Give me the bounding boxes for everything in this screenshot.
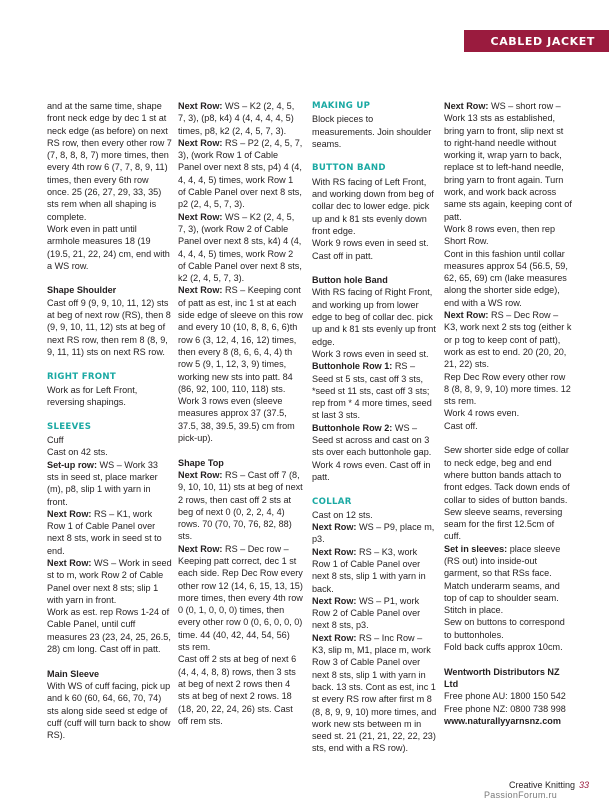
- sub-heading: Main Sleeve: [47, 668, 100, 679]
- paragraph-text: RS – Cast off 7 (8, 9, 10, 10, 11) sts at beg of next 2 rows, then cast off 2 sts at beg of next 0 (0, 2, 2, 4, 4) rows. 70 (70, 70, 76, 82, 88) sts.: [178, 469, 303, 542]
- text-block: [312, 274, 437, 483]
- paragraph-text: With RS facing of Right Front, and working up from lower edge to beg of collar dec. pick up and k 81 sts evenly up front edge.: [312, 287, 436, 347]
- instruction-paragraph: [47, 434, 172, 446]
- page-number: 33: [579, 780, 590, 790]
- instruction-paragraph: [312, 176, 437, 237]
- text-block: [47, 421, 172, 656]
- paragraph-text: Cast off 2 sts at beg of next 6 (4, 4, 4, 8, 8) rows, then 3 sts at beg of next 2 rows then 4 sts at beg of next 2 rows. 18 (18, 20, 22, 24, 26) sts. Cast off rem sts.: [178, 654, 297, 726]
- text-block: [444, 666, 572, 727]
- text-block: [312, 496, 437, 755]
- text-block: [47, 371, 172, 409]
- column-4: [444, 100, 572, 739]
- bold-label: Buttonhole Row 2:: [312, 422, 393, 433]
- paragraph-text: Block pieces to measurements. Join shoulder seams.: [312, 114, 432, 149]
- bold-label: Next Row:: [312, 546, 357, 557]
- paragraph-text: Work even in patt until armhole measures 18 (19 (19.5, 21, 22, 24) cm, end with a WS row.: [47, 223, 170, 271]
- bold-label: Next Row:: [178, 137, 223, 148]
- column-3: [312, 100, 437, 760]
- paragraph-text: RS – Dec row – Keeping patt correct, dec 1 st each side. Rep Dec Row every other row 12 (14, 6, 15, 13, 15) more times, then every 4th row 0 (0, 1, 0, 0, 0) times, then every other row 0 (0, 6, 0, 0, 0) time. 44 (40, 42, 44, 54, 56) sts rem.: [178, 543, 303, 653]
- instruction-paragraph: [47, 459, 172, 508]
- sub-heading: Shape Shoulder: [47, 285, 117, 296]
- sub-heading: Shape Top: [178, 457, 224, 468]
- bold-label: Next Row:: [47, 508, 92, 519]
- paragraph-text: Cast on 42 sts.: [47, 447, 108, 458]
- instruction-paragraph: [444, 248, 572, 309]
- text-block: [312, 100, 437, 150]
- paragraph-text: WS – K2 (2, 4, 5, 7, 3), (work Row 2 of Cable Panel over next 8 sts, k4) 4 (4, 4, 4, 4, 5) times, work Row 2 of Cable Panel over next 8 sts, k2 (2, 4, 5, 7, 3).: [178, 211, 302, 284]
- paragraph-text: RS – P2 (2, 4, 5, 7, 3), (work Row 1 of Cable Panel over next 8 sts, p4) 4 (4, 4, 4, 4, 5) times, work Row 1 of Cable Panel over next 8 sts, p2 (2, 4, 5, 7, 3).: [178, 137, 303, 210]
- paragraph-text: WS – Work in seed st to m, work Row 2 of Cable Panel over next 8 sts; slip 1 with yarn in front.: [47, 557, 172, 605]
- magazine-name: Creative Knitting: [509, 780, 576, 790]
- paragraph-text: WS – short row – Work 13 sts as established, bring yarn to front, slip next st to right-hand needle without working it, wrap yarn to back, replace st to left-hand needle, bring yarn to front again. Turn work, and work back across same sts again, keeping cont of patt.: [444, 101, 572, 222]
- instruction-paragraph: [312, 546, 437, 595]
- text-block: [47, 284, 172, 358]
- instruction-paragraph: [312, 237, 437, 262]
- instruction-paragraph: [47, 223, 172, 272]
- instruction-paragraph: [178, 284, 303, 395]
- instruction-paragraph: [444, 420, 572, 432]
- column-1: [47, 100, 172, 754]
- instruction-paragraph: [312, 286, 437, 347]
- section-heading: RIGHT FRONT: [47, 371, 117, 382]
- paragraph-text: WS – P9, place m, p3.: [312, 522, 435, 545]
- instruction-paragraph: [178, 211, 303, 285]
- text-block: [47, 100, 172, 272]
- page-footer: [509, 780, 589, 790]
- instruction-paragraph: [444, 371, 572, 408]
- paragraph-text: WS – K2 (2, 4, 5, 7, 3), (p8, k4) 4 (4, 4, 4, 4, 5) times, p8, k2 (2, 4, 5, 7, 3).: [178, 101, 295, 136]
- instruction-paragraph: [444, 715, 572, 727]
- section-title-bar: [464, 30, 609, 52]
- paragraph-text: Cuff: [47, 435, 64, 446]
- paragraph-text: Sew shorter side edge of collar to neck edge, beg and end where button bands attach to front edges. Tack down ends of collar to sides of button bands.: [444, 445, 570, 505]
- paragraph-text: RS – Keeping cont of patt as est, inc 1 st at each side edge of sleeve on this row and every 10 (10, 8, 8, 6, 6)th row 6 (3, 12, 4, 16, 12) times, then every 8 (8, 6, 6, 4, 4) th row 5 (9, 1, 12, 3, 9) times, working new sts into patt. 84 (86, 92, 100, 110, 118) sts.: [178, 285, 303, 394]
- bold-label: Buttonhole Row 1:: [312, 361, 393, 372]
- instruction-paragraph: [178, 469, 303, 543]
- bold-label: Next Row:: [47, 557, 92, 568]
- paragraph-text: Work 3 rows even (sleeve measures approx 37 (37.5, 37.5, 38, 39.5, 39.5) cm from pick-up).: [178, 396, 295, 444]
- paragraph-text: Work 3 rows even in seed st.: [312, 348, 429, 359]
- instruction-paragraph: [178, 395, 303, 444]
- section-title: CABLED JACKET: [490, 34, 595, 48]
- paragraph-text: Cont in this fashion until collar measures approx 54 (56.5, 59, 62, 65, 69) cm (lake measures along the shorter side edge), end with a WS row.: [444, 248, 568, 308]
- text-block: [178, 100, 303, 444]
- paragraph-text: RS – K3, work Row 1 of Cable Panel over next 8 sts, slip 1 with yarn in back.: [312, 546, 426, 594]
- bold-label: Next Row:: [178, 285, 223, 296]
- instruction-paragraph: [312, 521, 437, 546]
- column-2: [178, 100, 303, 739]
- bold-label: Next Row:: [178, 543, 223, 554]
- paragraph-text: Cast on 12 sts.: [312, 509, 373, 520]
- paragraph-text: and at the same time, shape front neck edge by dec 1 st at neck edge (as before) on next RS row, then every other row 7 (7, 8, 8, 8, 7) more times, then every 4th row 6 (7, 7, 8, 9, 11) times, then every 6th row once. 25 (26, 27, 29, 33, 35) sts rem when all shaping is complete.: [47, 101, 172, 222]
- bold-label: Next Row:: [312, 522, 357, 533]
- instruction-paragraph: [312, 632, 437, 755]
- paragraph-text: Work as est. rep Rows 1-24 of Cable Panel, until cuff measures 23 (23, 24, 25, 26.5, 28) cm long. Cast off in patt.: [47, 607, 171, 655]
- instruction-paragraph: [444, 223, 572, 248]
- paragraph-text: RS – Dec Row – K3, work next 2 sts tog (either k or p tog to keep cont of patt), work as est to end. 20 (20, 20, 21, 22) sts.: [444, 310, 572, 370]
- section-heading: COLLAR: [312, 496, 352, 507]
- paragraph-text: Work as for Left Front, reversing shapings.: [47, 384, 138, 408]
- section-heading: BUTTON BAND: [312, 163, 386, 174]
- instruction-paragraph: [312, 348, 437, 360]
- instruction-paragraph: [444, 616, 572, 641]
- instruction-paragraph: [312, 360, 437, 421]
- bold-label: Set in sleeves:: [444, 543, 508, 554]
- paragraph-text: With WS of cuff facing, pick up and k 60 (60, 64, 66, 70, 74) sts along side seed st edge of cuff (cuff will turn back to show RS).: [47, 680, 171, 741]
- paragraph-text: Work 4 rows even.: [444, 408, 520, 419]
- paragraph-text: Work 8 rows even, then rep Short Row.: [444, 223, 556, 247]
- text-block: [312, 162, 437, 261]
- instruction-paragraph: [312, 595, 437, 632]
- paragraph-text: RS – Seed st 5 sts, cast off 3 sts, *seed st 11 sts, cast off 3 sts; rep from * 4 more times, seed st last 3 sts.: [312, 361, 432, 421]
- text-block: [47, 668, 172, 742]
- bold-label: Next Row:: [178, 101, 223, 111]
- instruction-paragraph: [178, 653, 303, 727]
- instruction-paragraph: [444, 309, 572, 370]
- instruction-paragraph: [444, 690, 572, 702]
- paragraph-text: Free phone AU: 1800 150 542: [444, 691, 566, 702]
- bold-label: Next Row:: [312, 595, 357, 606]
- paragraph-text: Rep Dec Row every other row 8 (8, 8, 9, 9, 10) more times. 12 sts rem.: [444, 371, 571, 407]
- instruction-paragraph: [444, 100, 572, 223]
- paragraph-text: Free phone NZ: 0800 738 998: [444, 703, 566, 714]
- instruction-paragraph: [178, 543, 303, 654]
- instruction-paragraph: [312, 113, 437, 150]
- instruction-paragraph: [444, 703, 572, 715]
- instruction-paragraph: [178, 100, 303, 137]
- paragraph-text: place sleeve (RS out) into inside-out garment, so that RSs face. Match underarm seams, and top of cap to shoulder seam. Stitch in place.: [444, 543, 561, 616]
- bold-label: Next Row:: [178, 211, 223, 222]
- paragraph-text: Cast off.: [444, 420, 478, 431]
- bold-label: Next Row:: [178, 469, 223, 480]
- text-block: [178, 457, 303, 728]
- bold-label: Next Row:: [312, 632, 357, 643]
- instruction-paragraph: [47, 508, 172, 557]
- instruction-paragraph: [312, 509, 437, 521]
- paragraph-text: Fold back cuffs approx 10cm.: [444, 642, 563, 653]
- paragraph-text: WS – P1, work Row 2 of Cable Panel over next 8 sts, p3.: [312, 595, 421, 631]
- paragraph-text: Sew sleeve seams, reversing seam for the first 12.5cm of cuff.: [444, 506, 563, 542]
- instruction-paragraph: [444, 444, 572, 505]
- instruction-paragraph: [47, 384, 172, 409]
- instruction-paragraph: [312, 422, 437, 483]
- instruction-paragraph: [444, 506, 572, 543]
- instruction-paragraph: [47, 100, 172, 223]
- bold-label: www.naturallyyarnsnz.com: [444, 715, 561, 726]
- bold-label: Next Row:: [444, 101, 489, 111]
- sub-heading: Wentworth Distributors NZ Ltd: [444, 666, 560, 689]
- section-heading: SLEEVES: [47, 421, 92, 432]
- text-block: [444, 100, 572, 432]
- paragraph-text: WS – Work 33 sts in seed st, place marker (m), p8, slip 1 with yarn in front.: [47, 459, 158, 507]
- instruction-paragraph: [178, 137, 303, 211]
- paragraph-text: Work 9 rows even in seed st. Cast off in patt.: [312, 238, 429, 261]
- paragraph-text: Cast off 9 (9, 9, 10, 11, 12) sts at beg of next row (RS), then 8 (9, 9, 10, 11, 12) sts at beg of next RS row, then rem 8 (8, 9, 9, 11, 11) sts on next RS row.: [47, 297, 171, 357]
- paragraph-text: WS – Seed st across and cast on 3 sts over each buttonhole gap. Work 4 rows even. Cast off in patt.: [312, 422, 432, 482]
- paragraph-text: With RS facing of Left Front, and working down from beg of collar dec to lower edge. pick up and k 81 sts evenly down front edge.: [312, 176, 434, 236]
- instruction-paragraph: [47, 606, 172, 655]
- text-block: [444, 444, 572, 653]
- paragraph-text: RS – Inc Row – K3, slip m, M1, place m, work Row 3 of Cable Panel over next 8 sts, slip 1 with yarn in back. 13 sts. Cont as est, inc 1 st every RS row after first m 8 (8, 8, 9, 9, 10) more times, and work new sts between m in seed st. 21 (21, 21, 22, 22, 23) sts, end with a RS row).: [312, 632, 437, 754]
- instruction-paragraph: [47, 680, 172, 741]
- instruction-paragraph: [47, 557, 172, 606]
- paragraph-text: Sew on buttons to correspond to buttonholes.: [444, 617, 565, 640]
- paragraph-text: RS – K1, work Row 1 of Cable Panel over next 8 sts, work in seed st to end.: [47, 508, 162, 556]
- instruction-paragraph: [444, 407, 572, 419]
- sub-heading: Button hole Band: [312, 275, 388, 286]
- bold-label: Set-up row:: [47, 459, 98, 470]
- instruction-paragraph: [444, 641, 572, 653]
- instruction-paragraph: [47, 446, 172, 458]
- bold-label: Next Row:: [444, 310, 489, 321]
- instruction-paragraph: [47, 297, 172, 358]
- watermark: PassionForum.ru: [484, 790, 558, 800]
- section-heading: MAKING UP: [312, 101, 371, 111]
- instruction-paragraph: [444, 543, 572, 617]
